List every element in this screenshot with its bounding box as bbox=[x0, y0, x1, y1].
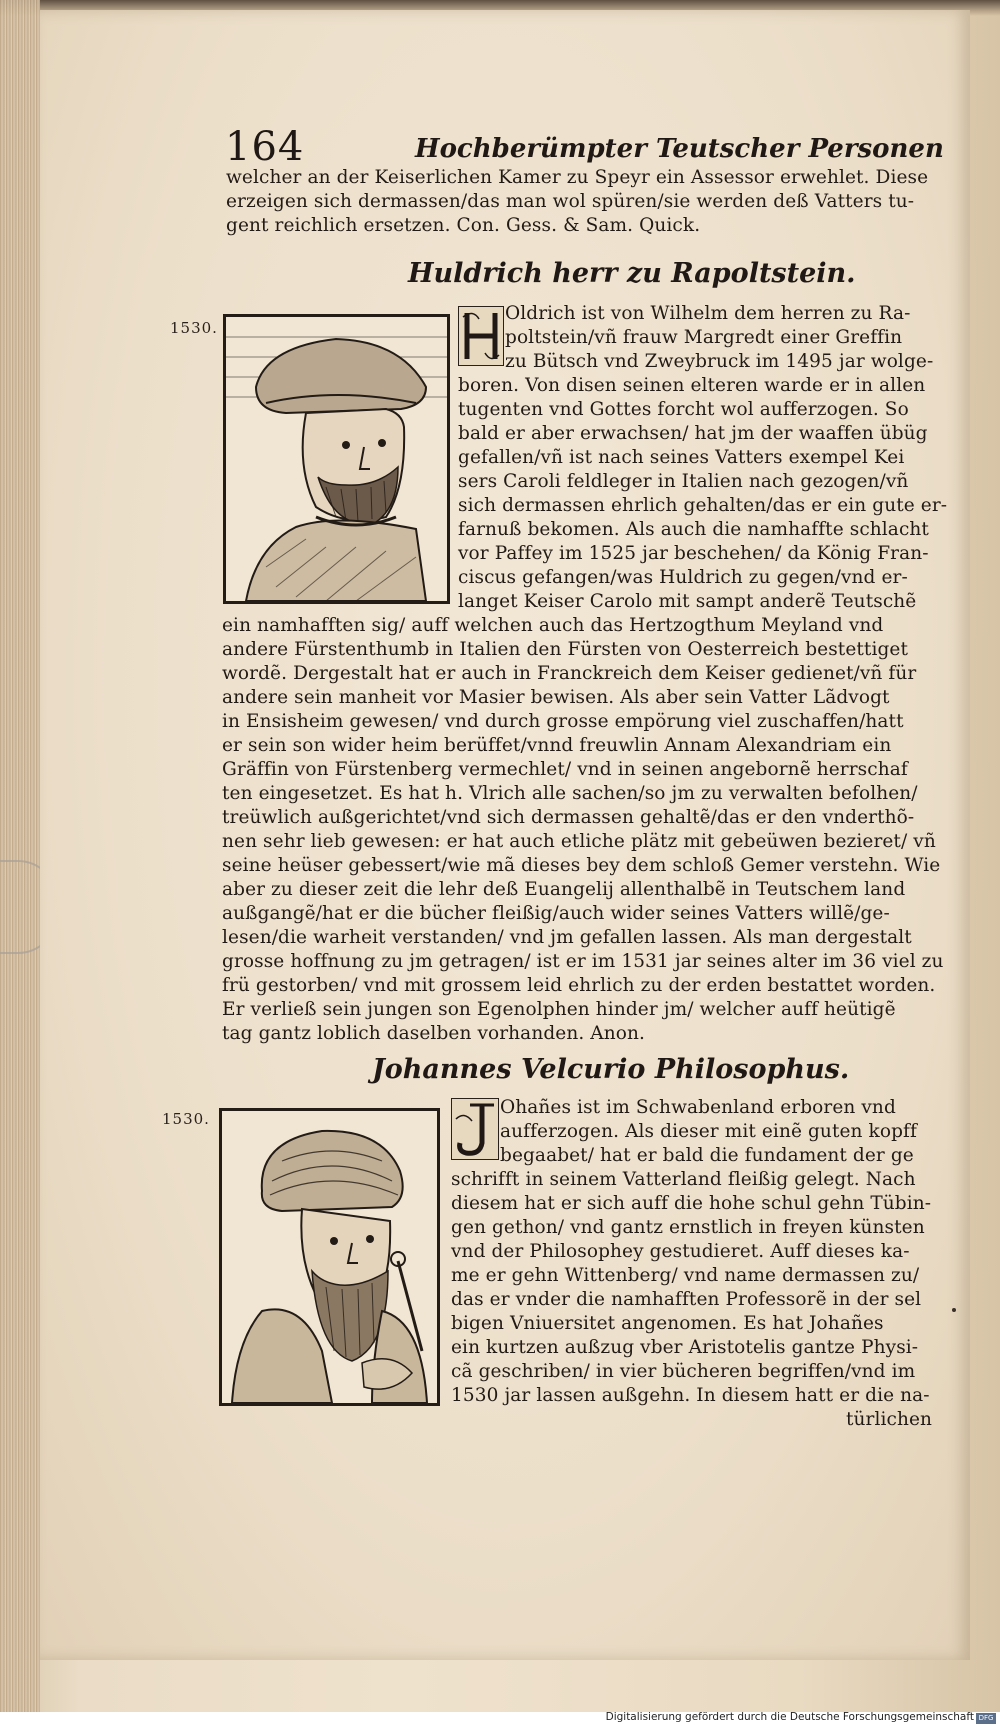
text-line: boren. Von disen seinen elteren warde er in allen bbox=[458, 375, 926, 396]
text-line: sers Caroli feldleger in Italien nach gezogen/vñ bbox=[458, 471, 909, 492]
text-line: treüwlich außgerichtet/vnd sich dermassen gehaltẽ/das er den vnderthõ- bbox=[222, 807, 915, 828]
margin-year-1: 1530. bbox=[170, 319, 218, 337]
text-line: bigen Vniuersitet angenomen. Es hat Johañes bbox=[451, 1313, 884, 1334]
text-line: ein kurtzen außzug vber Aristotelis gantze Physi- bbox=[451, 1337, 919, 1358]
text-line: Ohañes ist im Schwabenland erboren vnd bbox=[500, 1097, 896, 1118]
text-line: vnd der Philosophey gestudieret. Auff dieses ka- bbox=[451, 1241, 910, 1262]
text-line: gen gethon/ vnd gantz ernstlich in freyen künsten bbox=[451, 1217, 925, 1238]
text-line: nen sehr lieb gewesen: er hat auch etliche plätz mit gebeüwen bezieret/ vñ bbox=[222, 831, 936, 852]
text-line: aber zu dieser zeit die lehr deß Euangelij allenthalbẽ in Teutschem land bbox=[222, 879, 906, 900]
margin-year-2: 1530. bbox=[162, 1110, 210, 1128]
catchword: türlichen bbox=[846, 1409, 933, 1430]
text-line: sich dermassen ehrlich gehalten/das er ein gute er- bbox=[458, 495, 948, 516]
section-heading-huldrich: Huldrich herr zu Rapoltstein. bbox=[408, 258, 856, 289]
portrait-velcurio bbox=[219, 1108, 440, 1406]
text-line: diesem hat er sich auff die hohe schul gehn Tübin- bbox=[451, 1193, 932, 1214]
woodcut-portrait-icon bbox=[222, 1111, 437, 1403]
page-number: 164 bbox=[225, 124, 305, 170]
initial-letter-icon bbox=[459, 307, 503, 365]
text-line: lesen/die warheit verstanden/ vnd jm gefallen lassen. Als man dergestalt bbox=[222, 927, 912, 948]
text-line: ten eingesetzet. Es hat h. Vlrich alle sachen/so jm zu verwalten befolhen/ bbox=[222, 783, 918, 804]
text-line: begaabet/ hat er bald die fundament der ge bbox=[500, 1145, 914, 1166]
text-line: frü gestorben/ vnd mit grossem leid ehrlich zu der erden bestattet worden. bbox=[222, 975, 936, 996]
text-line: schrifft in seinem Vatterland fleißig gelegt. Nach bbox=[451, 1169, 916, 1190]
text-line: bald er aber erwachsen/ hat jm der waaffen übüg bbox=[458, 423, 928, 444]
margin-mark bbox=[952, 1308, 956, 1312]
text-line: Er verließ sein jungen son Egenolphen hinder jm/ welcher auff heütigẽ bbox=[222, 999, 896, 1020]
text-line: ein namhafften sig/ auff welchen auch das Hertzogthum Meyland vnd bbox=[222, 615, 884, 636]
text-line: wordẽ. Dergestalt hat er auch in Franckreich dem Keiser gedienet/vñ für bbox=[222, 663, 917, 684]
text-line: gefallen/vñ ist nach seines Vatters exempel Kei bbox=[458, 447, 905, 468]
initial-letter-icon bbox=[452, 1099, 498, 1159]
text-line: er sein son wider heim berüffet/vnnd freuwlin Annam Alexandriam ein bbox=[222, 735, 892, 756]
text-line: tag gantz loblich daselben vorhanden. Anon. bbox=[222, 1023, 646, 1044]
text-line: grosse hoffnung zu jm getragen/ ist er im 1531 jar seines alter im 36 viel zu bbox=[222, 951, 944, 972]
text-line: aufferzogen. Als dieser mit einẽ guten kopff bbox=[500, 1121, 917, 1142]
text-line: poltstein/vñ frauw Margredt einer Greffin bbox=[505, 327, 903, 348]
text-line: 1530 jar lassen außgehn. In diesem hatt er die na- bbox=[451, 1385, 930, 1406]
text-line: farnuß bekomen. Als auch die namhaffte schlacht bbox=[458, 519, 929, 540]
text-line: das er vnder die namhafften Professorẽ in der sel bbox=[451, 1289, 922, 1310]
text-line: langet Keiser Carolo mit sampt anderẽ Teutschẽ bbox=[458, 591, 917, 612]
intro-line: gent reichlich ersetzen. Con. Gess. & Sam. Quick. bbox=[226, 215, 701, 236]
text-line: tugenten vnd Gottes forcht wol aufferzogen. So bbox=[458, 399, 909, 420]
text-line: seine heüser gebessert/wie mã dieses bey dem schloß Gemer verstehn. Wie bbox=[222, 855, 941, 876]
text-line: me er gehn Wittenberg/ vnd name dermassen zu/ bbox=[451, 1265, 920, 1286]
text-line: zu Bütsch vnd Zweybruck im 1495 jar wolge- bbox=[505, 351, 934, 372]
woodcut-portrait-icon bbox=[226, 317, 447, 601]
text-line: vor Paffey im 1525 jar beschehen/ da König Fran- bbox=[458, 543, 929, 564]
footer-credit: Digitalisierung gefördert durch die Deutsche Forschungsgemeinschaft bbox=[605, 1711, 974, 1723]
text-line: Oldrich ist von Wilhelm dem herren zu Ra- bbox=[505, 303, 911, 324]
dfg-logo-badge: DFG bbox=[976, 1713, 996, 1724]
decorated-initial-j bbox=[451, 1098, 499, 1160]
running-title: Hochberümpter Teutscher Personen bbox=[415, 134, 944, 164]
text-line: andere sein manheit vor Masier bewisen. Als aber sein Vatter Lãdvogt bbox=[222, 687, 890, 708]
text-line: Gräffin von Fürstenberg vermechlet/ vnd in seinen angebornẽ herrschaf bbox=[222, 759, 908, 780]
portrait-huldrich bbox=[223, 314, 450, 604]
text-line: cã geschriben/ in vier bücheren begriffen/vnd im bbox=[451, 1361, 916, 1382]
text-line: andere Fürstenthumb in Italien den Fürsten von Oesterreich bestettiget bbox=[222, 639, 908, 660]
text-line: außgangẽ/hat er die bücher fleißig/auch wider seines Vatters willẽ/ge- bbox=[222, 903, 890, 924]
decorated-initial-h bbox=[458, 306, 504, 366]
intro-line: erzeigen sich dermassen/das man wol spüren/sie werden deß Vatters tu- bbox=[226, 191, 915, 212]
text-line: ciscus gefangen/was Huldrich zu gegen/vnd er- bbox=[458, 567, 908, 588]
intro-line: welcher an der Keiserlichen Kamer zu Speyr ein Assessor erwehlet. Diese bbox=[226, 167, 929, 188]
section-heading-velcurio: Johannes Velcurio Philosophus. bbox=[372, 1054, 850, 1085]
text-line: in Ensisheim gewesen/ vnd durch grosse empörung viel zuschaffen/hatt bbox=[222, 711, 904, 732]
